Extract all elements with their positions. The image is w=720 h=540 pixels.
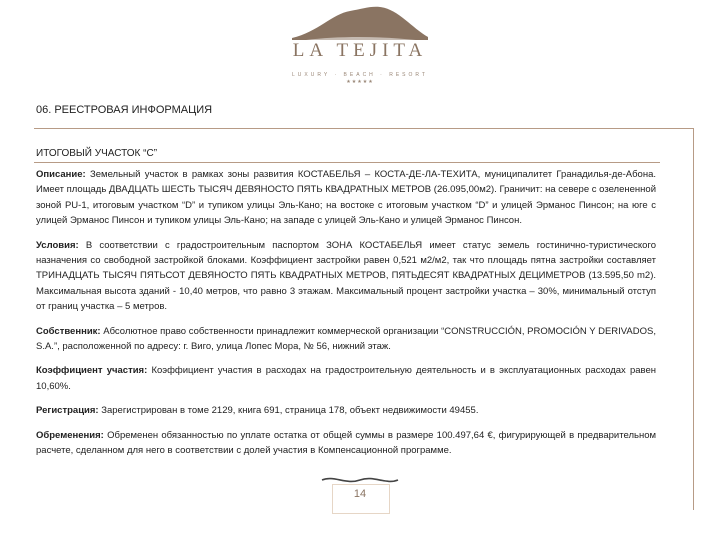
paragraph-conditions xyxy=(36,238,656,315)
label-owner: Собственник: xyxy=(36,325,101,337)
logo-stars: ★★★★★ xyxy=(346,79,374,85)
label-description: Описание: xyxy=(36,169,86,180)
text-description: Земельный участок в рамках зоны развития КОСТАБЕЛЬЯ – КОСТА-ДЕ-ЛА-ТЕХИТА, муниципалитет Гранадилья-де-Абона. Имеет площадь ДВАДЦАТЬ ШЕСТЬ ТЫСЯЧ ДЕВЯНОСТО ПЯТЬ КВАДРАТНЫХ МЕТРОВ (26.095,00м2). Граничит: на севере с озелененной зоной PU-1, итоговым участком “D” и тупиком улицы Эль-Кано; на востоке с итоговым участком “D” и улицей Эрманос Пинсон; на юге с улицей Эрманос Пинсон и тупиком улицы Эль-Кано; на западе с улицей Эль-Кано и улицей Эрманос Пинсон. xyxy=(36,169,656,227)
frame-right-rule xyxy=(693,128,694,510)
plot-title-rule xyxy=(34,162,660,163)
label-encumbrances: Обременения: xyxy=(36,429,104,441)
paragraph-registration xyxy=(36,403,656,418)
label-registration: Регистрация: xyxy=(36,405,99,417)
paragraph-encumbrances xyxy=(36,428,656,459)
text-owner: Абсолютное право собственности принадлежит коммерческой организации “CONSTRUCCIÓN, PROMOCIÓN Y DERIVADOS, S.A.”, расположенной по адресу: г. Виго, улица Лопес Мора, № 56, нижний этаж. xyxy=(36,325,656,353)
label-conditions: Условия: xyxy=(36,239,79,251)
section-title: 06. РЕЕСТРОВАЯ ИНФОРМАЦИЯ xyxy=(36,104,213,116)
registry-content xyxy=(36,167,656,468)
paragraph-owner xyxy=(36,324,656,355)
text-encumbrances: Обременен обязанностью по уплате остатка от общей суммы в размере 100.497,64 €, фигурирующей в предварительном расчете, сделанном для него в соответствии с долей участия в Компенсационной программе. xyxy=(36,429,657,457)
frame-top-rule xyxy=(34,128,694,129)
page-number: 14 xyxy=(353,488,367,500)
text-coefficient: Коэффициент участия в расходах на градостроительную деятельность и в эксплуатационных расходах равен 10,60%. xyxy=(36,365,657,392)
paragraph-coefficient xyxy=(36,363,656,394)
plot-title: ИТОГОВЫЙ УЧАСТОК “C” xyxy=(36,148,158,159)
logo-title: LA TEJITA xyxy=(292,40,428,61)
label-coefficient: Коэффициент участия: xyxy=(36,365,148,377)
text-registration: Зарегистрирован в томе 2129, книга 691, страница 178, объект недвижимости 49455. xyxy=(101,405,479,417)
logo xyxy=(0,0,720,95)
text-conditions: В соответствии с градостроительным паспортом ЗОНА КОСТАБЕЛЬЯ имеет статус земель гостинично-туристического назначения со свободной застройкой блоками. Коэффициент застройки равен 0,521 м2/м2, так что площадь пятна застройки составляет ТРИНАДЦАТЬ ТЫСЯЧ ПЯТЬСОТ ДЕВЯНОСТО ПЯТЬ КВАДРАТНЫХ МЕТРОВ, ПЯТЬДЕСЯТ КВАДРАТНЫХ ДЕЦИМЕТРОВ (13.595,50 m2). Максимальная высота зданий - 10,40 метров, что равно 3 этажам. Максимальный процент застройки участка – 30%, минимальный отступ от границ участка – 5 метров. xyxy=(36,239,657,313)
logo-subtitle: LUXURY · BEACH · RESORT xyxy=(292,72,428,78)
paragraph-description xyxy=(36,167,656,229)
mountain-logo-icon xyxy=(288,4,432,44)
